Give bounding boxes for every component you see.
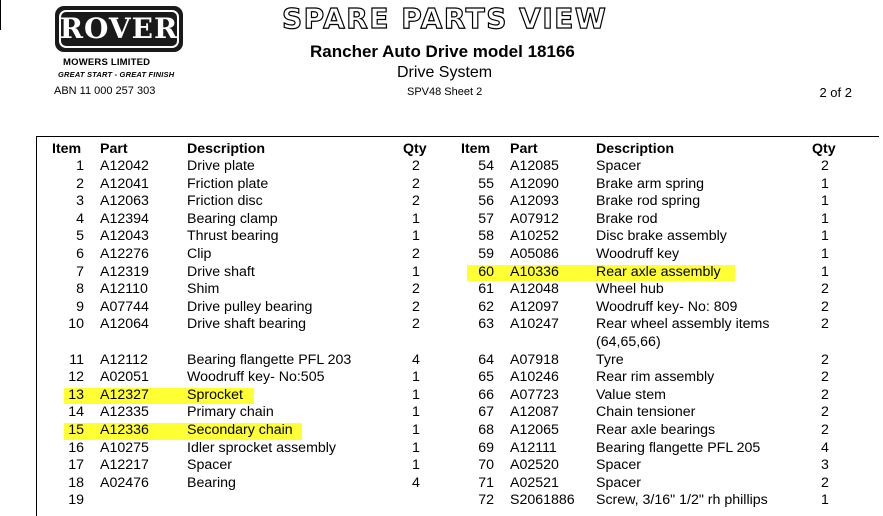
table-row [0, 352, 440, 370]
part-number: A12335 [100, 404, 149, 421]
item-number: 18 [68, 474, 84, 491]
part-description: Brake rod spring [596, 193, 701, 210]
item-number: 19 [68, 492, 84, 509]
table-row [0, 246, 440, 264]
quantity: 1 [412, 210, 420, 227]
part-description: Thrust bearing [187, 228, 279, 245]
item-number: 55 [478, 175, 494, 192]
item-number: 69 [478, 439, 494, 456]
quantity: 2 [412, 193, 420, 210]
item-number: 11 [69, 351, 84, 368]
part-number: A12041 [100, 175, 149, 192]
header-qty-right: Qty [812, 141, 836, 157]
company-name: MOWERS LIMITED [63, 57, 151, 68]
part-number: A12090 [510, 175, 559, 192]
item-number: 4 [76, 210, 84, 227]
item-number: 63 [478, 316, 494, 333]
sheet-label: SPV48 Sheet 2 [407, 86, 483, 98]
quantity: 1 [412, 457, 420, 474]
table-row [0, 369, 440, 387]
item-number: 72 [478, 492, 494, 509]
part-number: A12111 [510, 439, 557, 456]
quantity: 2 [821, 281, 829, 298]
page-title: SPARE PARTS VIEW [282, 2, 608, 35]
part-number: A12085 [510, 158, 559, 174]
item-number: 12 [68, 369, 84, 386]
part-description: Secondary chain [187, 422, 293, 438]
part-description: Shim [187, 281, 220, 298]
part-description: Clip [187, 246, 212, 262]
item-number: 66 [478, 386, 494, 403]
table-row [0, 334, 440, 352]
quantity: 1 [821, 246, 829, 262]
part-description: Rear axle bearings [596, 422, 716, 438]
quantity: 2 [412, 158, 420, 174]
item-number: 56 [478, 193, 494, 210]
quantity: 4 [821, 439, 829, 456]
quantity: 2 [821, 422, 829, 438]
part-number: A12087 [510, 404, 559, 421]
quantity: 1 [821, 263, 829, 280]
item-number: 1 [76, 158, 84, 174]
table-row [440, 387, 883, 405]
table-row [0, 193, 440, 211]
part-description: Spacer [596, 158, 641, 174]
item-number: 2 [76, 175, 84, 192]
part-number: A12043 [100, 228, 149, 245]
part-number: A02520 [510, 457, 559, 474]
item-number: 61 [478, 281, 494, 298]
item-number: 65 [478, 369, 494, 386]
quantity: 1 [821, 492, 829, 509]
part-description: (64,65,66) [596, 334, 661, 350]
item-number: 9 [76, 298, 84, 315]
part-description: Drive shaft bearing [187, 316, 307, 333]
item-number: 58 [478, 228, 494, 245]
left-edge-rule [0, 0, 1, 30]
item-number: 57 [478, 210, 494, 227]
quantity: 2 [412, 246, 420, 262]
quantity: 2 [412, 281, 420, 298]
part-number: A02521 [510, 474, 559, 491]
item-number: 10 [68, 316, 84, 333]
part-description: Bearing [187, 474, 236, 491]
quantity: 4 [412, 474, 420, 491]
quantity: 2 [412, 316, 420, 333]
table-row [0, 316, 440, 334]
table-row [440, 228, 883, 246]
quantity: 1 [412, 386, 420, 403]
part-description: Wheel hub [596, 281, 664, 298]
table-row [0, 492, 440, 510]
header-part: Part [100, 141, 128, 157]
table-row [0, 158, 440, 176]
part-description: Idler sprocket assembly [187, 439, 337, 456]
part-description: Woodruff key- No:505 [187, 369, 325, 386]
part-number: A12064 [100, 316, 149, 333]
parts-list-left [0, 158, 440, 509]
quantity: 1 [412, 369, 420, 386]
part-description: Screw, 3/16" 1/2" rh phillips [596, 492, 768, 509]
part-number: A12065 [510, 422, 559, 438]
header-part-right: Part [510, 141, 538, 157]
parts-table-header-left [0, 141, 883, 159]
quantity: 2 [821, 386, 829, 403]
header-item: Item [52, 141, 82, 157]
item-number: 71 [478, 474, 494, 491]
item-number: 64 [478, 351, 494, 368]
part-description: Drive shaft [187, 263, 255, 280]
header-qty: Qty [403, 141, 427, 157]
part-number: A10275 [100, 439, 149, 456]
part-number: A10252 [510, 228, 559, 245]
part-description: Spacer [187, 457, 232, 474]
model-title: Rancher Auto Drive model 18166 [310, 42, 575, 61]
item-number: 54 [478, 158, 494, 174]
header-description-right: Description [596, 141, 675, 157]
part-description: Spacer [596, 474, 641, 491]
part-number: A12093 [510, 193, 559, 210]
part-description: Bearing clamp [187, 210, 278, 227]
part-number: S2061886 [510, 492, 575, 509]
part-description: Drive plate [187, 158, 255, 174]
item-number: 16 [68, 439, 84, 456]
item-number: 3 [76, 193, 84, 210]
part-description: Spacer [596, 457, 641, 474]
quantity: 1 [412, 228, 420, 245]
table-row [440, 422, 883, 440]
quantity: 1 [412, 263, 420, 280]
parts-list-right [440, 158, 883, 509]
part-description: Rear axle assembly [596, 263, 721, 280]
part-description: Drive pulley bearing [187, 298, 313, 315]
item-number: 59 [478, 246, 494, 262]
item-number: 7 [76, 263, 84, 280]
part-number: A12276 [100, 246, 149, 262]
table-row [440, 440, 883, 458]
quantity: 3 [821, 457, 829, 474]
table-row [440, 158, 883, 176]
item-number: 62 [478, 298, 494, 315]
table-row [440, 492, 883, 510]
part-description: Woodruff key- No: 809 [596, 298, 738, 315]
header-item-right: Item [461, 141, 491, 157]
part-number: A12110 [100, 281, 148, 298]
quantity: 2 [412, 298, 420, 315]
part-number: A12097 [510, 298, 559, 315]
part-description: Bearing flangette PFL 203 [187, 351, 352, 368]
table-row [440, 316, 883, 334]
part-description: Bearing flangette PFL 205 [596, 439, 761, 456]
item-number: 6 [76, 246, 84, 262]
table-row [0, 422, 440, 440]
part-description: Rear wheel assembly items [596, 316, 770, 333]
part-number: A02476 [100, 474, 149, 491]
table-row [440, 352, 883, 370]
abn-number: ABN 11 000 257 303 [54, 85, 156, 97]
table-row [0, 475, 440, 493]
quantity: 1 [412, 404, 420, 421]
part-number: A12394 [100, 210, 149, 227]
part-number: A07912 [510, 210, 559, 227]
part-description: Brake rod [596, 210, 658, 227]
item-number: 17 [68, 457, 84, 474]
quantity: 1 [821, 193, 829, 210]
part-description: Friction disc [187, 193, 263, 210]
part-description: Tyre [596, 351, 624, 368]
part-number: A12042 [100, 158, 149, 174]
table-row [0, 228, 440, 246]
table-row [440, 369, 883, 387]
table-row [0, 281, 440, 299]
item-number: 8 [76, 281, 84, 298]
item-number: 67 [478, 404, 494, 421]
quantity: 2 [821, 369, 829, 386]
quantity: 1 [412, 422, 420, 438]
part-number: A07723 [510, 386, 559, 403]
table-row [440, 457, 883, 475]
part-number: A12336 [100, 422, 149, 438]
table-row [440, 246, 883, 264]
table-row [0, 264, 440, 282]
item-number: 14 [68, 404, 84, 421]
part-number: A07918 [510, 351, 559, 368]
quantity: 1 [412, 439, 420, 456]
part-number: A10247 [510, 316, 559, 333]
quantity: 2 [821, 158, 829, 174]
company-slogan: GREAT START - GREAT FINISH [58, 70, 175, 79]
part-number: A10336 [510, 263, 559, 280]
part-description: Sprocket [187, 386, 243, 403]
part-number: A12063 [100, 193, 149, 210]
part-description: Rear rim assembly [596, 369, 715, 386]
part-description: Primary chain [187, 404, 274, 421]
table-row [0, 299, 440, 317]
quantity: 2 [821, 474, 829, 491]
item-number: 15 [68, 422, 84, 438]
quantity: 2 [412, 175, 420, 192]
quantity: 2 [821, 351, 829, 368]
part-number: A12048 [510, 281, 559, 298]
table-row [0, 440, 440, 458]
quantity: 1 [821, 228, 829, 245]
part-description: Value stem [596, 386, 666, 403]
logo-border [59, 10, 179, 48]
table-row [440, 475, 883, 493]
quantity: 2 [821, 298, 829, 315]
part-number: A10246 [510, 369, 559, 386]
rover-logo [55, 6, 183, 52]
quantity: 2 [821, 404, 829, 421]
quantity: 1 [821, 210, 829, 227]
table-row [440, 264, 883, 282]
table-row [0, 176, 440, 194]
table-row [440, 299, 883, 317]
table-row [0, 387, 440, 405]
part-description: Woodruff key [596, 246, 680, 262]
table-row [440, 176, 883, 194]
table-row [440, 193, 883, 211]
part-number: A12327 [100, 386, 149, 403]
part-description: Brake arm spring [596, 175, 705, 192]
item-number: 5 [76, 228, 84, 245]
item-number: 68 [478, 422, 494, 438]
table-row [440, 404, 883, 422]
table-row [0, 211, 440, 229]
page-number: 2 of 2 [819, 85, 852, 100]
part-description: Chain tensioner [596, 404, 696, 421]
part-number: A07744 [100, 298, 149, 315]
part-description: Friction plate [187, 175, 269, 192]
quantity: 1 [821, 175, 829, 192]
section-title: Drive System [397, 64, 493, 81]
part-number: A05086 [510, 246, 559, 262]
part-description: Disc brake assembly [596, 228, 727, 245]
part-number: A12112 [100, 351, 148, 368]
logo-text: ROVER [59, 12, 179, 45]
table-row [440, 334, 883, 352]
quantity: 2 [821, 316, 829, 333]
table-row [440, 211, 883, 229]
table-row [0, 457, 440, 475]
table-row [0, 404, 440, 422]
header-description: Description [187, 141, 266, 157]
quantity: 4 [412, 351, 420, 368]
item-number: 60 [478, 263, 494, 280]
part-number: A12217 [100, 457, 149, 474]
table-row [440, 281, 883, 299]
item-number: 13 [68, 386, 84, 403]
part-number: A12319 [100, 263, 149, 280]
part-number: A02051 [100, 369, 149, 386]
item-number: 70 [478, 457, 494, 474]
